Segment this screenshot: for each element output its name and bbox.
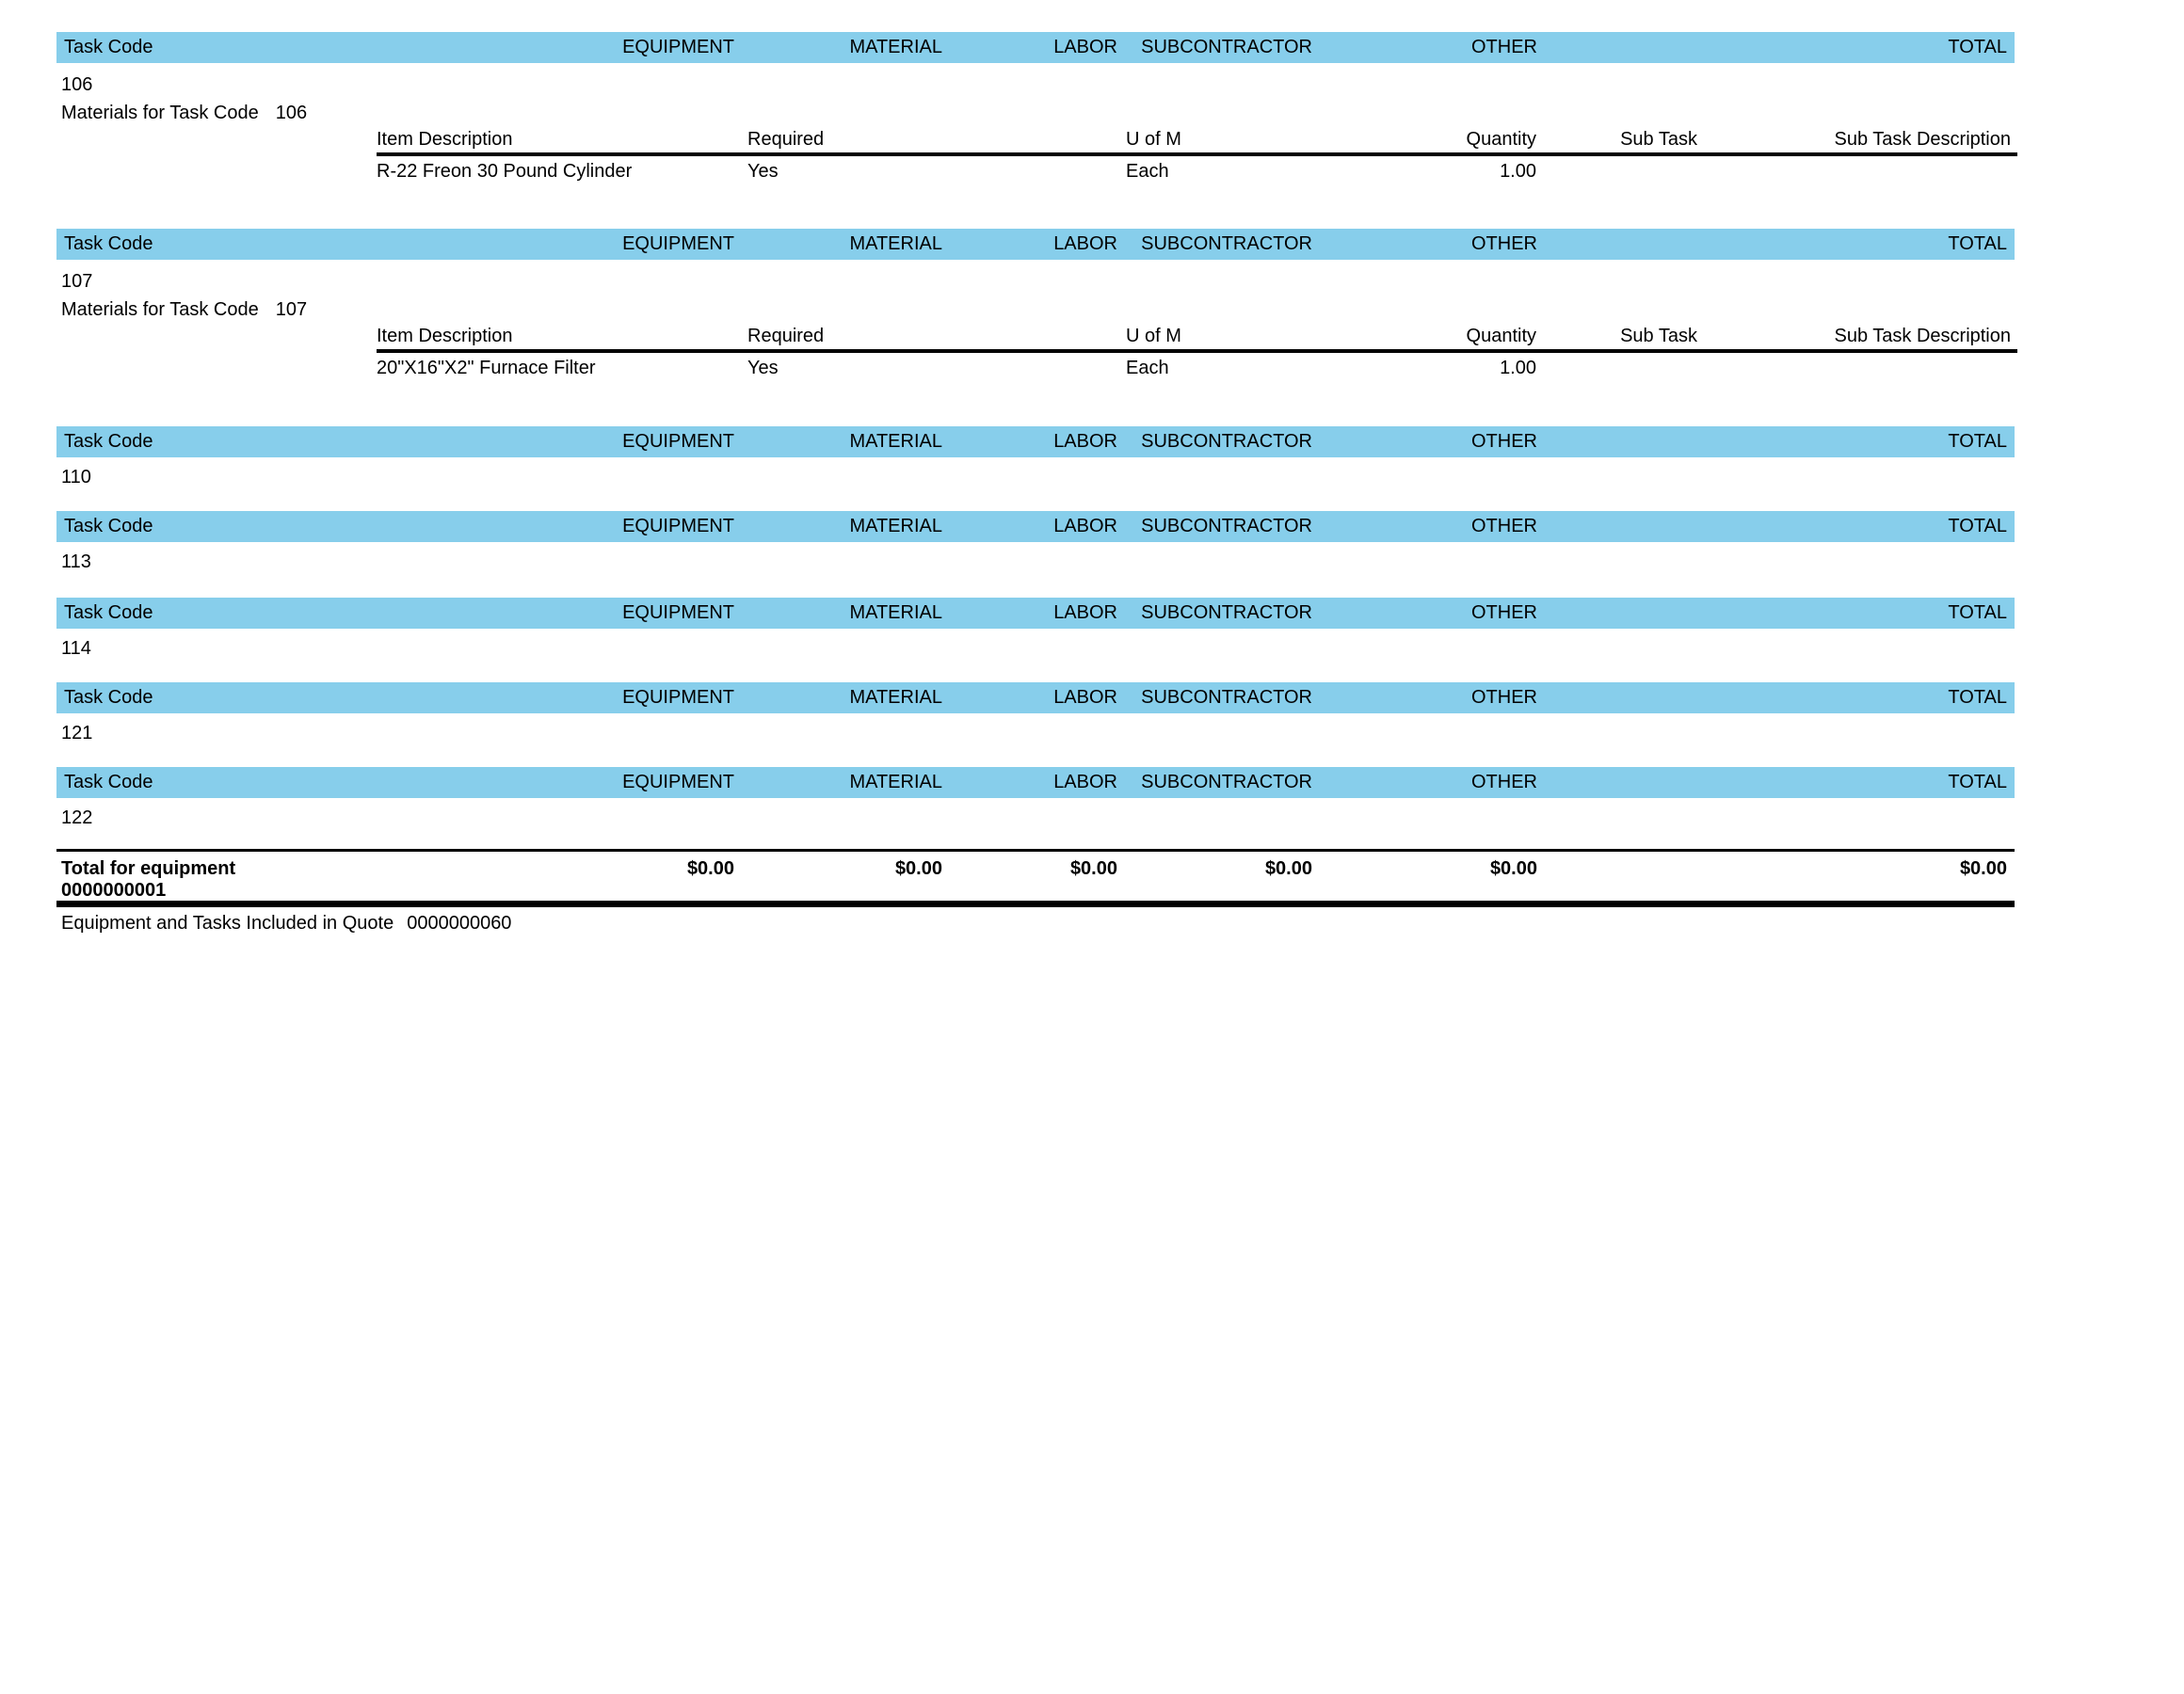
task-code-column-label: Task Code	[64, 233, 153, 254]
column-header-material: MATERIAL	[849, 602, 942, 623]
task-code-header-bar	[56, 511, 2015, 542]
column-header-subcontractor: SUBCONTRACTOR	[1141, 772, 1312, 792]
task-code-value: 107	[61, 271, 93, 292]
column-header-material: MATERIAL	[849, 37, 942, 57]
task-code-header-bar	[56, 767, 2015, 798]
task-code-value: 121	[61, 723, 93, 743]
column-header-equipment: EQUIPMENT	[622, 233, 734, 254]
materials-col-quantity: Quantity	[1466, 326, 1536, 346]
column-header-subcontractor: SUBCONTRACTOR	[1141, 687, 1312, 708]
materials-label-text: Materials for Task Code	[61, 299, 259, 320]
totals-bottom-rule	[56, 901, 2015, 907]
column-header-material: MATERIAL	[849, 431, 942, 452]
materials-table-header	[56, 327, 2015, 347]
column-header-subcontractor: SUBCONTRACTOR	[1141, 602, 1312, 623]
column-header-subcontractor: SUBCONTRACTOR	[1141, 516, 1312, 536]
task-code-value: 110	[61, 467, 91, 487]
task-code-column-label: Task Code	[64, 37, 153, 57]
total-labor-value: $0.00	[1069, 858, 1117, 879]
total-subcontractor-value: $0.00	[1264, 858, 1312, 879]
total-for-equipment-label: Total for equipment	[61, 858, 236, 879]
column-header-other: OTHER	[1471, 431, 1537, 452]
quote-number: 0000000060	[407, 913, 512, 934]
item-u-of-m: Each	[1126, 358, 1169, 378]
materials-col-sub-task-description: Sub Task Description	[1834, 326, 2011, 346]
task-code-value: 114	[61, 638, 91, 659]
column-header-equipment: EQUIPMENT	[622, 516, 734, 536]
materials-col-u-of-m: U of M	[1126, 129, 1181, 150]
materials-col-required: Required	[747, 129, 825, 150]
column-header-material: MATERIAL	[849, 687, 942, 708]
item-description: R-22 Freon 30 Pound Cylinder	[377, 161, 633, 182]
material-item-row	[56, 162, 2015, 183]
task-code-column-label: Task Code	[64, 431, 153, 452]
materials-col-item-description: Item Description	[377, 326, 513, 346]
item-u-of-m: Each	[1126, 161, 1169, 182]
quote-footer	[56, 914, 2015, 938]
task-code-value: 106	[61, 74, 93, 95]
column-header-material: MATERIAL	[849, 772, 942, 792]
task-section-122	[56, 767, 2015, 847]
equipment-totals-block	[56, 849, 2015, 915]
task-section-106	[56, 32, 2015, 220]
material-item-row	[56, 359, 2015, 379]
task-section-107	[56, 229, 2015, 417]
materials-col-required: Required	[747, 326, 825, 346]
materials-task-code: 106	[275, 103, 308, 123]
task-code-header-bar	[56, 682, 2015, 713]
total-total-value: $0.00	[1959, 858, 2007, 879]
column-header-labor: LABOR	[1053, 516, 1117, 536]
task-section-110	[56, 426, 2015, 506]
column-header-labor: LABOR	[1053, 233, 1117, 254]
materials-label-text: Materials for Task Code	[61, 103, 259, 123]
item-required: Yes	[747, 161, 779, 182]
column-header-other: OTHER	[1471, 233, 1537, 254]
column-header-subcontractor: SUBCONTRACTOR	[1141, 233, 1312, 254]
materials-task-code: 107	[275, 299, 308, 320]
task-code-column-label: Task Code	[64, 602, 153, 623]
task-section-114	[56, 598, 2015, 678]
column-header-material: MATERIAL	[849, 233, 942, 254]
materials-for-task-label	[61, 104, 307, 122]
totals-top-rule	[56, 849, 2015, 852]
column-header-labor: LABOR	[1053, 602, 1117, 623]
task-code-header-bar	[56, 426, 2015, 457]
materials-for-task-label	[61, 300, 307, 319]
column-header-material: MATERIAL	[849, 516, 942, 536]
materials-table-header	[56, 130, 2015, 151]
column-header-total: TOTAL	[1948, 772, 2007, 792]
task-code-column-label: Task Code	[64, 516, 153, 536]
materials-col-sub-task: Sub Task	[1620, 326, 1697, 346]
column-header-other: OTHER	[1471, 772, 1537, 792]
column-header-equipment: EQUIPMENT	[622, 772, 734, 792]
materials-col-sub-task: Sub Task	[1620, 129, 1697, 150]
task-section-121	[56, 682, 2015, 762]
materials-col-u-of-m: U of M	[1126, 326, 1181, 346]
column-header-subcontractor: SUBCONTRACTOR	[1141, 431, 1312, 452]
materials-header-rule	[377, 349, 2017, 353]
column-header-other: OTHER	[1471, 602, 1537, 623]
task-code-value: 113	[61, 551, 91, 572]
column-header-total: TOTAL	[1948, 37, 2007, 57]
column-header-total: TOTAL	[1948, 233, 2007, 254]
equipment-id: 0000000001	[61, 880, 167, 901]
materials-col-item-description: Item Description	[377, 129, 513, 150]
quote-footer-line	[61, 914, 511, 933]
column-header-equipment: EQUIPMENT	[622, 602, 734, 623]
column-header-total: TOTAL	[1948, 602, 2007, 623]
materials-header-rule	[377, 152, 2017, 156]
column-header-equipment: EQUIPMENT	[622, 431, 734, 452]
column-header-total: TOTAL	[1948, 431, 2007, 452]
column-header-equipment: EQUIPMENT	[622, 687, 734, 708]
task-code-column-label: Task Code	[64, 687, 153, 708]
column-header-other: OTHER	[1471, 37, 1537, 57]
column-header-total: TOTAL	[1948, 516, 2007, 536]
column-header-total: TOTAL	[1948, 687, 2007, 708]
total-other-value: $0.00	[1489, 858, 1537, 879]
column-header-other: OTHER	[1471, 516, 1537, 536]
column-header-labor: LABOR	[1053, 687, 1117, 708]
item-quantity: 1.00	[1500, 161, 1536, 182]
total-material-value: $0.00	[894, 858, 942, 879]
task-section-113	[56, 511, 2015, 591]
column-header-subcontractor: SUBCONTRACTOR	[1141, 37, 1312, 57]
column-header-equipment: EQUIPMENT	[622, 37, 734, 57]
column-header-labor: LABOR	[1053, 37, 1117, 57]
task-code-value: 122	[61, 807, 93, 828]
task-code-header-bar	[56, 32, 2015, 63]
quote-footer-label: Equipment and Tasks Included in Quote	[61, 913, 394, 934]
task-code-column-label: Task Code	[64, 772, 153, 792]
column-header-labor: LABOR	[1053, 431, 1117, 452]
materials-col-sub-task-description: Sub Task Description	[1834, 129, 2011, 150]
item-description: 20"X16"X2" Furnace Filter	[377, 358, 596, 378]
column-header-labor: LABOR	[1053, 772, 1117, 792]
column-header-other: OTHER	[1471, 687, 1537, 708]
item-quantity: 1.00	[1500, 358, 1536, 378]
materials-col-quantity: Quantity	[1466, 129, 1536, 150]
task-code-header-bar	[56, 598, 2015, 629]
task-code-header-bar	[56, 229, 2015, 260]
total-equipment-value: $0.00	[686, 858, 734, 879]
item-required: Yes	[747, 358, 779, 378]
